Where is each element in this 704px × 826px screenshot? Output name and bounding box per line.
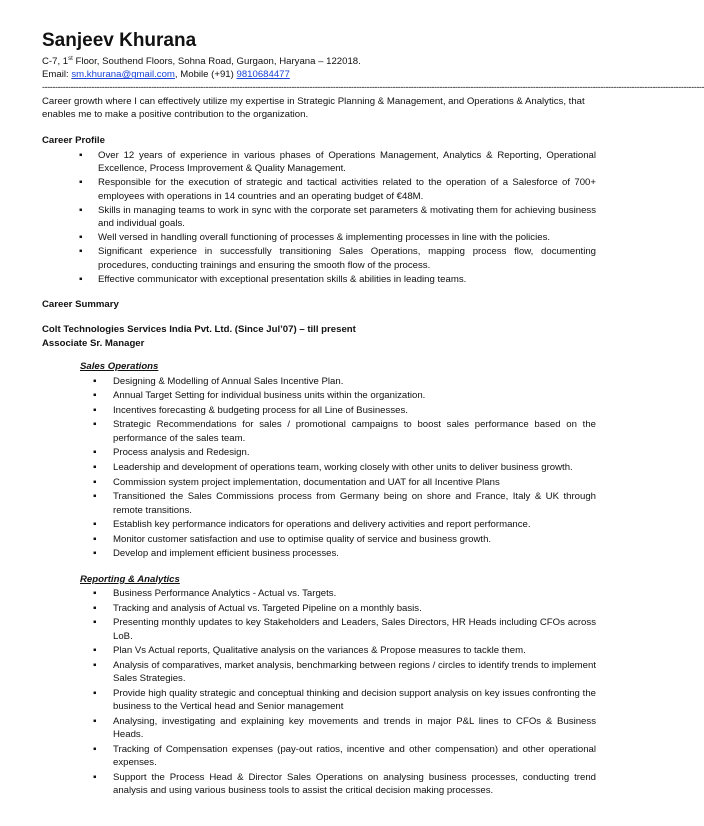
list-item: ▪ Presenting monthly updates to key Stakeholders and Leaders, Sales Directors, HR Heads including CFOs across LoB. xyxy=(42,616,596,643)
career-profile-heading: Career Profile xyxy=(42,134,105,146)
address-rest: Floor, Southend Floors, Sohna Road, Gurgaon, Haryana – 122018. xyxy=(72,56,361,67)
address-start: C-7, 1 xyxy=(42,56,69,67)
list-item: ▪ Strategic Recommendations for sales / promotional campaigns to boost sales performance based on the performance of the sales team. xyxy=(42,418,596,445)
list-item: ▪ Incentives forecasting & budgeting process for all Line of Businesses. xyxy=(42,404,596,417)
list-item: ▪ Develop and implement efficient business processes. xyxy=(42,547,596,560)
list-item: ▪ Designing & Modelling of Annual Sales Incentive Plan. xyxy=(42,375,596,388)
career-objective: Career growth where I can effectively utilize my expertise in Strategic Planning & Management, and Operations & Analytics, that enables me to make a positive contribution to the organization. xyxy=(42,95,585,121)
list-item: ▪ Establish key performance indicators for operations and delivery activities and report performance. xyxy=(42,518,596,531)
list-item: ▪ Plan Vs Actual reports, Qualitative analysis on the variances & Propose measures to tackle them. xyxy=(42,644,596,657)
career-profile-list xyxy=(42,149,596,286)
mobile-label: , Mobile (+91) xyxy=(174,69,237,81)
list-item: ▪ Significant experience in successfully transitioning Sales Operations, mapping process flow, documenting procedures, conducting trainings and ensuring the smooth flow of the process. xyxy=(42,245,596,272)
address-line xyxy=(42,55,596,68)
company-name: Colt Technologies Services India Pvt. Ltd. (Since Jul’07) – till present xyxy=(42,324,356,336)
list-item: ▪ Commission system project implementation, documentation and UAT for all Incentive Plans xyxy=(42,476,596,489)
list-item: ▪ Annual Target Setting for individual business units within the organization. xyxy=(42,389,596,402)
sales-operations-heading: Sales Operations xyxy=(80,361,159,373)
list-item: ▪ Analysing, investigating and explaining key movements and trends in major P&L lines to CFOs & Business Heads. xyxy=(42,715,596,742)
sales-operations-list xyxy=(42,375,596,561)
list-item: ▪ Skills in managing teams to work in sync with the corporate set parameters & motivating them for achieving business and individual goals. xyxy=(42,204,596,231)
list-item: ▪ Process analysis and Redesign. xyxy=(42,446,596,459)
list-item: ▪ Responsible for the execution of strategic and tactical activities related to the operation of a Salesforce of 700+ employees with operations in 14 countries and an operating budget of €48M. xyxy=(42,176,596,203)
reporting-analytics-list xyxy=(42,587,596,798)
email-link[interactable]: sm.khurana@gmail.com xyxy=(71,69,175,81)
job-title: Associate Sr. Manager xyxy=(42,337,145,349)
career-summary-heading: Career Summary xyxy=(42,299,119,311)
list-item: ▪ Business Performance Analytics - Actual vs. Targets. xyxy=(42,587,596,600)
list-item: ▪ Provide high quality strategic and conceptual thinking and decision support analysis on key issues confronting the business to the Vertical head and Senior management xyxy=(42,687,596,714)
contact-line xyxy=(42,68,596,81)
list-item: ▪ Monitor customer satisfaction and use to optimise quality of service and business growth. xyxy=(42,533,596,546)
list-item: ▪ Effective communicator with exceptional presentation skills & abilities in leading teams. xyxy=(42,273,596,286)
list-item: ▪ Transitioned the Sales Commissions process from Germany being on shore and France, Italy & UK through remote transitions. xyxy=(42,490,596,517)
reporting-analytics-heading: Reporting & Analytics xyxy=(80,573,180,585)
list-item: ▪ Support the Process Head & Director Sales Operations on analysing business processes, conducting trend analysis and using various business tools to assist the critical decision making processes. xyxy=(42,771,596,798)
address-superscript: st xyxy=(68,55,73,62)
list-item: ▪ Tracking and analysis of Actual vs. Targeted Pipeline on a monthly basis. xyxy=(42,602,596,615)
list-item: ▪ Well versed in handling overall functioning of processes & implementing processes in line with the policies. xyxy=(42,231,596,244)
list-item: ▪ Leadership and development of operations team, working closely with other units to deliver business growth. xyxy=(42,461,596,474)
mobile-link[interactable]: 9810684477 xyxy=(236,69,290,81)
list-item: ▪ Tracking of Compensation expenses (pay-out ratios, incentive and other compensation) and other operational expenses. xyxy=(42,743,596,770)
candidate-name: Sanjeev Khurana xyxy=(42,30,197,51)
header-divider: --------------------------------------------------------------------------------------------------------------------------------------------------------------------------------------------------------------------------------------------------------------- xyxy=(42,81,704,92)
list-item: ▪ Over 12 years of experience in various phases of Operations Management, Analytics & Reporting, Operational Excellence, Process Improvement & Quality Management. xyxy=(42,149,596,176)
list-item: ▪ Analysis of comparatives, market analysis, benchmarking between regions / circles to identify trends to implement Sales Strategies. xyxy=(42,659,596,686)
email-label: Email: xyxy=(42,69,72,81)
